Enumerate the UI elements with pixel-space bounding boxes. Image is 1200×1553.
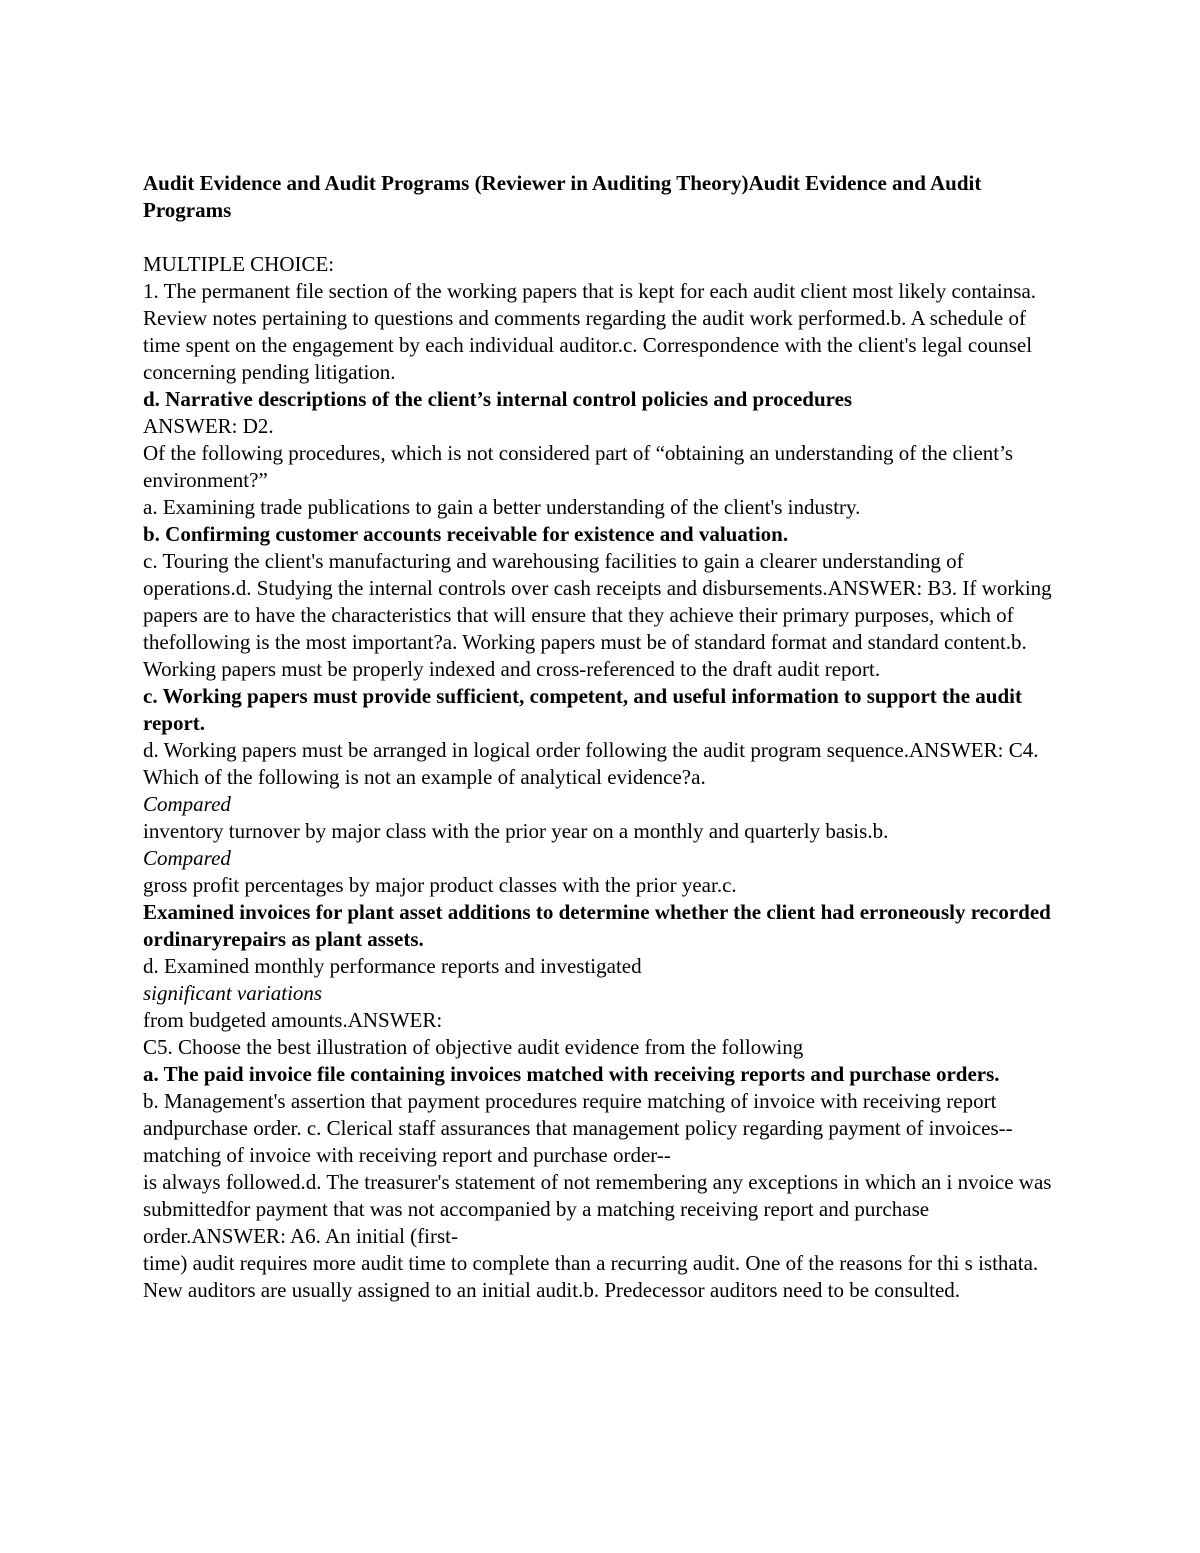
paragraph-line: a. Examining trade publications to gain a better understanding of the client's industry. (143, 495, 861, 519)
paragraph-line: gross profit percentages by major product classes with the prior year.c. (143, 873, 737, 897)
paragraph-line: b. Management's assertion that payment procedures require matching of invoice with receiving report andpurchase order. c. Clerical staff assurances that management policy regarding payment of invoices--matching of invoice with receiving report and purchase order-- (143, 1089, 1013, 1167)
paragraph-line: c. Touring the client's manufacturing and warehousing facilities to gain a clearer understanding of operations.d. Studying the internal controls over cash receipts and disbursements.ANSWER: B3. If working papers are to have the characteristics that will ensure that they achieve their primary purposes, which of thefollowing is the most important?a. Working papers must be of standard format and standard content.b. Working papers must be properly indexed and cross-referenced to the draft audit report. (143, 549, 1052, 681)
paragraph-line: is always followed.d. The treasurer's statement of not remembering any exceptions in which an i nvoice was submittedfor payment that was not accompanied by a matching receiving report and purchase order.ANSWER: A6. An initial (first- (143, 1170, 1052, 1248)
question-list (143, 278, 1053, 1304)
paragraph-line: ANSWER: D2. (143, 414, 274, 438)
document-content (143, 170, 1053, 1304)
paragraph-line: b. Confirming customer accounts receivable for existence and valuation. (143, 522, 789, 546)
paragraph-line: c. Working papers must provide sufficient, competent, and useful information to support the audit report. (143, 684, 1022, 735)
paragraph-line: a. The paid invoice file containing invoices matched with receiving reports and purchase orders. (143, 1062, 1000, 1086)
paragraph-line: time) audit requires more audit time to complete than a recurring audit. One of the reasons for thi s isthata. New auditors are usually assigned to an initial audit.b. Predecessor auditors need to be consulted. (143, 1251, 1039, 1302)
paragraph-line: from budgeted amounts.ANSWER: (143, 1008, 443, 1032)
paragraph-line: significant variations (143, 981, 323, 1005)
document-title: Audit Evidence and Audit Programs (Reviewer in Auditing Theory)Audit Evidence and Audit Programs (143, 171, 982, 222)
paragraph-line: d. Narrative descriptions of the client’s internal control policies and procedures (143, 387, 853, 411)
paragraph-line: Examined invoices for plant asset additions to determine whether the client had erroneously recorded ordinaryrepairs as plant assets. (143, 900, 1051, 951)
paragraph-line: 1. The permanent file section of the working papers that is kept for each audit client most likely containsa. Review notes pertaining to questions and comments regarding the audit work performed.b. A schedule of time spent on the engagement by each individual auditor.c. Correspondence with the client's legal counsel concerning pending litigation. (143, 279, 1037, 384)
paragraph-line: Compared (143, 792, 231, 816)
section-heading: MULTIPLE CHOICE: (143, 252, 335, 276)
paragraph-line: d. Working papers must be arranged in logical order following the audit program sequence.ANSWER: C4. Which of the following is not an example of analytical evidence?a. (143, 738, 1039, 789)
paragraph-line: d. Examined monthly performance reports and investigated (143, 954, 642, 978)
paragraph-line: C5. Choose the best illustration of objective audit evidence from the following (143, 1035, 804, 1059)
paragraph-line: Of the following procedures, which is not considered part of “obtaining an understanding of the client’s environment?” (143, 441, 1014, 492)
paragraph-line: inventory turnover by major class with the prior year on a monthly and quarterly basis.b. (143, 819, 889, 843)
paragraph-line: Compared (143, 846, 231, 870)
